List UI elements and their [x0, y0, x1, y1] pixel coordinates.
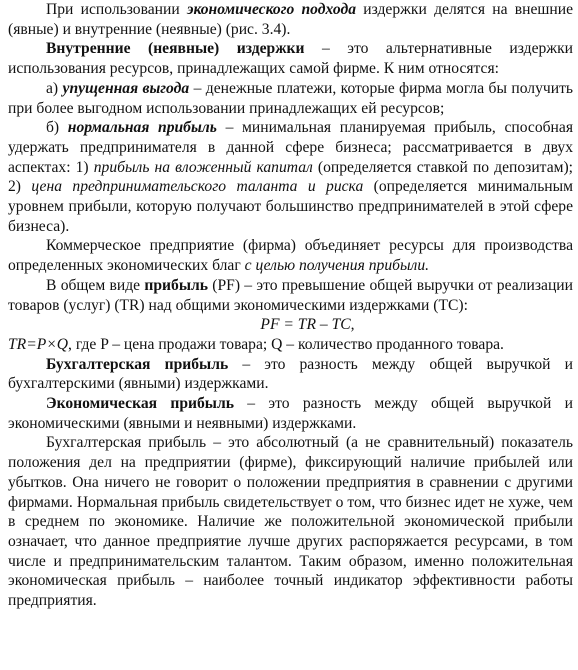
formula-profit: PF = TR – TC, [260, 316, 355, 334]
paragraph-lost-profit [8, 79, 573, 118]
formula-revenue: TR=P×Q [8, 335, 69, 353]
text: (определяется минимальным уровнем прибыли, которую получают большинство предпринимателей в этой сфере бизнеса). [8, 178, 573, 235]
term-profit: прибыль [144, 276, 208, 294]
term-implicit-costs: Внутренние (неявные) издержки [46, 40, 305, 58]
text: При использовании [46, 1, 187, 18]
paragraph-enterprise [8, 236, 573, 275]
text: б) [46, 119, 68, 137]
text: – минимальная планируемая прибыль, способная удержать предпринимателя в данной сфере бизнеса; рассматривается в двух аспектах: 1) [8, 119, 573, 176]
paragraph-revenue-formula [8, 335, 573, 355]
paragraph-economic-profit [8, 394, 573, 433]
term-normal-profit: нормальная прибыль [67, 119, 217, 137]
text: а) [46, 79, 63, 97]
text: – это разность между общей выручкой и экономическими (явными и неявными) издержками. [8, 395, 573, 432]
paragraph-profit-definition [8, 276, 573, 315]
paragraph-normal-profit [8, 118, 573, 236]
text: В общем виде [46, 276, 145, 294]
text: – денежные платежи, которые фирма могла бы получить при более выгодном использовании принадлежащих ей ресурсов; [8, 79, 574, 117]
paragraph-accounting-profit [8, 355, 573, 394]
paragraph-implicit-costs [8, 39, 573, 78]
term-lost-profit: упущенная выгода [62, 79, 190, 97]
text: издержки делятся на внешние (явные) и внутренние (неявные) (рис. 3.4). [8, 1, 573, 38]
text: (PF) – это превышение общей выручки от реализации товаров (услуг) (TR) над общими экономическими издержками (ТС): [8, 276, 574, 314]
term-economic-approach: экономического подхода [186, 1, 357, 18]
term-capital-profit: прибыль на вложенный капитал [93, 158, 313, 176]
term-talent-price: цена предпринимательского таланта и риска [31, 178, 364, 196]
term-economic-profit: Экономическая прибыль [46, 395, 234, 413]
text: , где P – цена продажи товара; Q – количество проданного товара. [68, 335, 504, 353]
text: – это разность между общей выручкой и бухгалтерскими (явными) издержками. [8, 355, 573, 393]
term-accounting-profit: Бухгалтерская прибыль [46, 355, 229, 373]
text: Коммерческое предприятие (фирма) объединяет ресурсы для производства определенных экономических благ [8, 237, 573, 275]
paragraph-profit-comparison: Бухгалтерская прибыль – это абсолютный (а не сравнительный) показатель положения дел на предприятии (фирме), фиксирующий наличие прибылей или убытков. Она ничего не говорит о положении предприятия в сравнении с другими фирмами. Нормальная прибыль свидетельствует о том, что бизнес идет не хуже, чем в среднем по экономике. Наличие же положительной экономической прибыли означает, что данное предприятие лучше других распоряжается ресурсами, в том числе и предпринимательским талантом. Таким образом, именно положительная экономическая прибыль – наиболее точный индикатор эффективности работы предприятия. [8, 434, 573, 610]
text: – это альтернативные издержки использования ресурсов, принадлежащих самой фирме. К ним относятся: [8, 40, 573, 78]
term-profit-goal: с целью получения прибыли. [244, 257, 430, 275]
text: (определяется ставкой по депозитам); 2) [8, 158, 574, 196]
paragraph-economic-approach [8, 0, 573, 39]
